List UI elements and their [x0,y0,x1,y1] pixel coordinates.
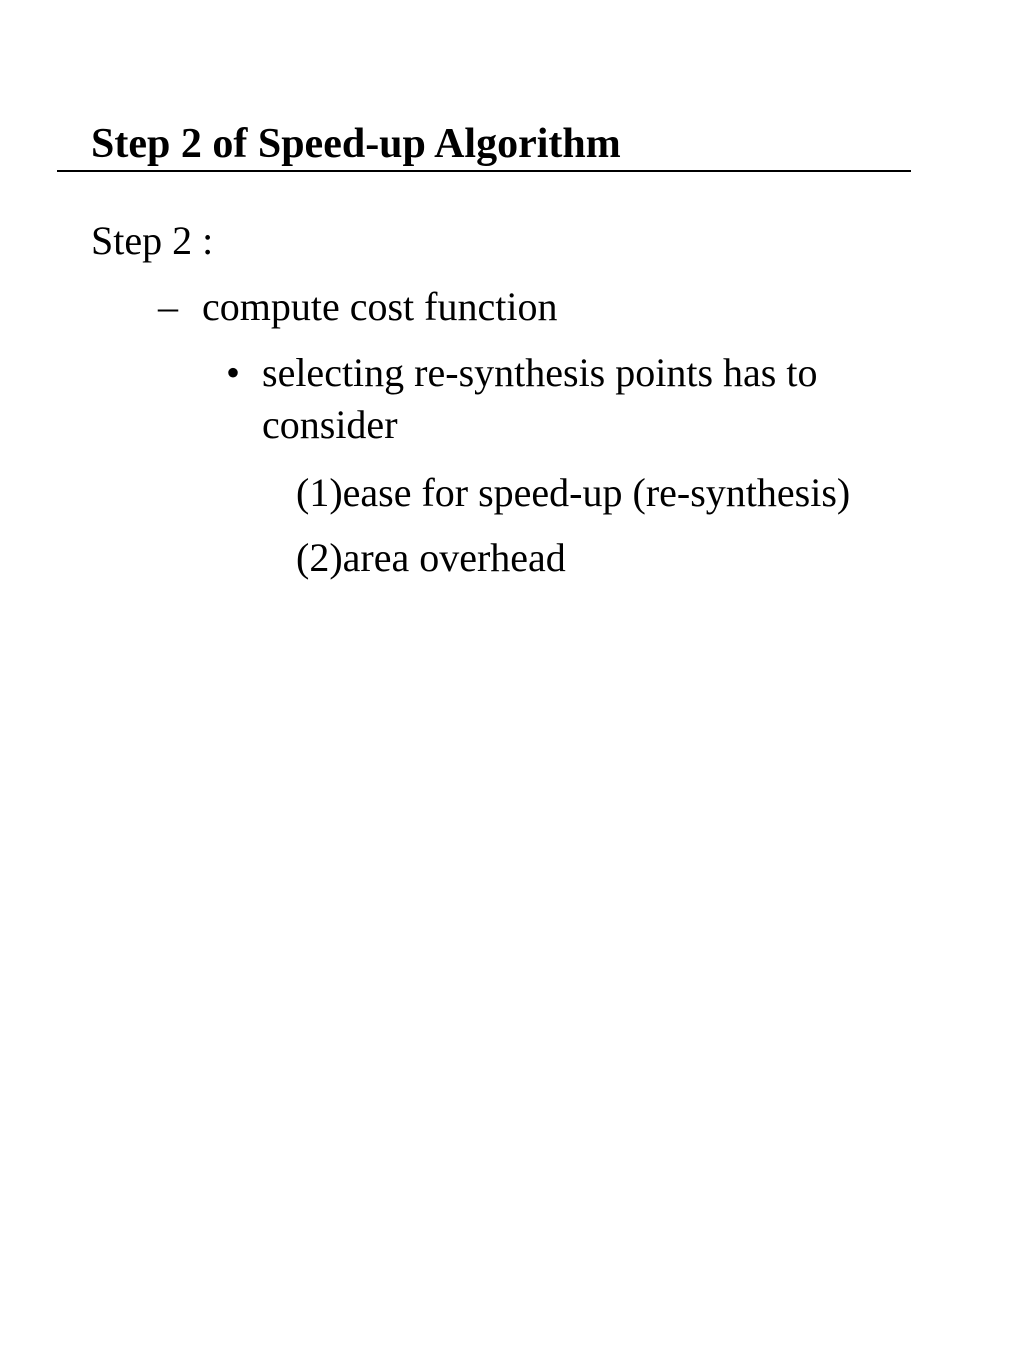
slide-title: Step 2 of Speed-up Algorithm [91,121,621,167]
dash-marker: – [158,284,178,329]
step-heading: Step 2 : [91,218,214,263]
title-underline [57,170,911,172]
dash-item-text: compute cost function [202,284,558,329]
bullet-item-text: selecting re-synthesis points has to consider [262,350,818,447]
sub-item-2: (2)area overhead [296,535,566,580]
sub-item-1: (1)ease for speed-up (re-synthesis) [296,470,851,515]
bullet-marker: • [226,350,241,395]
